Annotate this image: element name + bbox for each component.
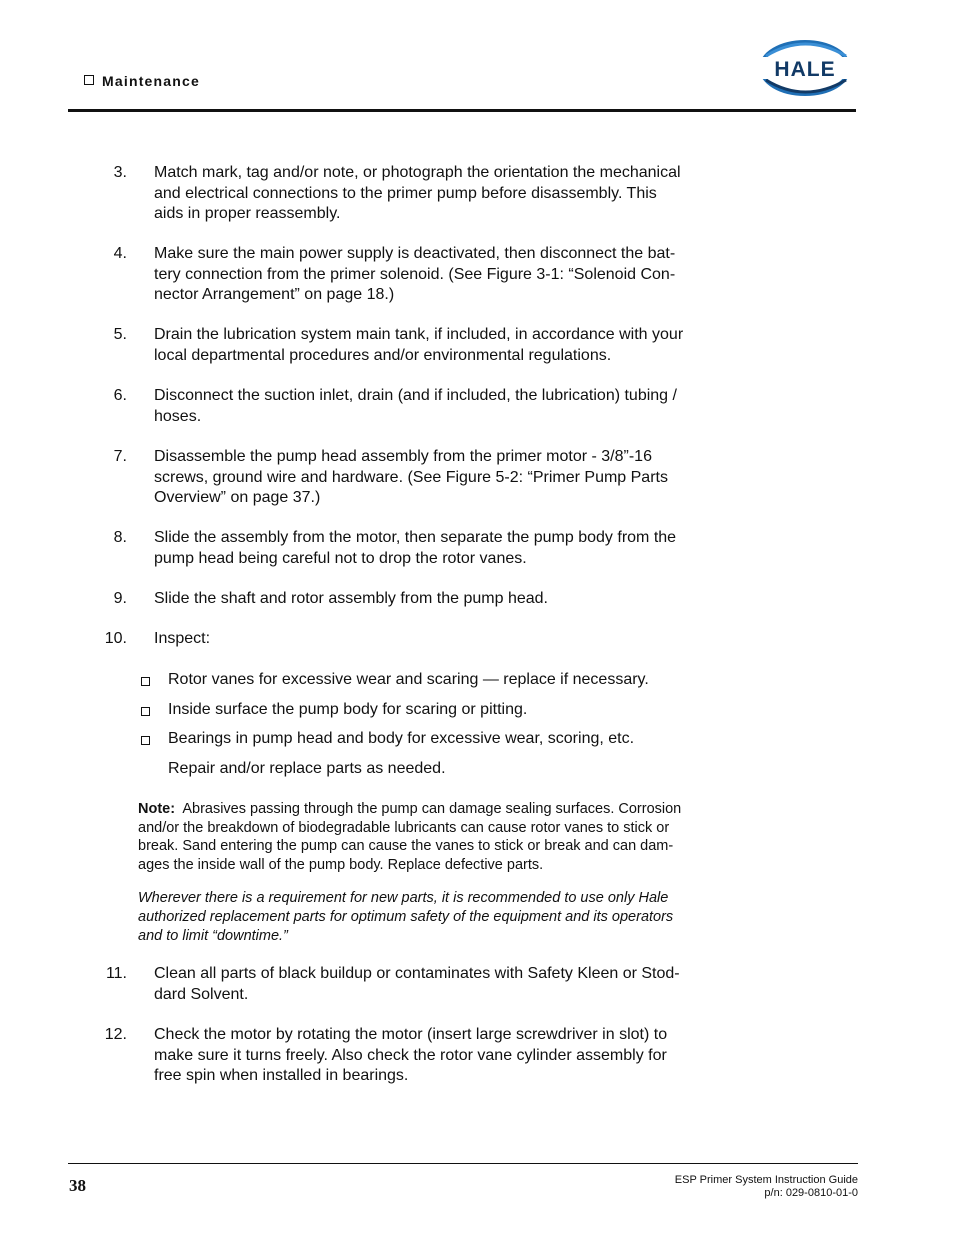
step-line: aids in proper reassembly. (154, 205, 341, 222)
footer-info (675, 1174, 858, 1200)
step-number: 9. (113, 590, 127, 607)
step-number: 3. (113, 164, 127, 181)
step-line: make sure it turns freely. Also check the rotor vane cylinder assembly for (154, 1046, 667, 1064)
step-line: Drain the lubrication system main tank, if included, in accordance with your (154, 326, 684, 343)
step-text (154, 447, 729, 509)
step-line: Overview” on page 37.) (154, 489, 321, 506)
list-item-text: Inside surface the pump body for scaring or pitting. (168, 701, 528, 718)
note-block (138, 800, 728, 874)
checkbox-bullet-icon (141, 736, 150, 745)
step-line: Make sure the main power supply is deactivated, then disconnect the bat- (154, 245, 676, 262)
step-text (154, 325, 729, 366)
note-line: ages the inside wall of the pump body. Replace defective parts. (138, 856, 544, 873)
step-line: dard Solvent. (154, 985, 249, 1003)
step-line: hoses. (154, 407, 202, 425)
step-number: 12. (104, 1026, 127, 1043)
step-line: Inspect: (154, 630, 211, 647)
hale-logo-text: HALE (774, 58, 836, 81)
note-line: and/or the breakdown of biodegradable lubricants can cause rotor vanes to stick or (138, 819, 670, 836)
section-header (84, 73, 200, 89)
note-line: Wherever there is a requirement for new parts, it is recommended to use only Hale (138, 890, 669, 906)
step-text (154, 163, 729, 225)
step-line: Disassemble the pump head assembly from the primer motor - 3/8”-16 (154, 448, 652, 465)
list-item-text: Bearings in pump head and body for excessive wear, scoring, etc. (168, 730, 635, 747)
note-line: and to limit “downtime.” (138, 928, 288, 944)
step-line: Check the motor by rotating the motor (insert large screwdriver in slot) to (154, 1026, 668, 1043)
checkbox-bullet-icon (141, 677, 150, 686)
step-text (154, 528, 729, 569)
step-line: and electrical connections to the primer pump before disassembly. This (154, 184, 657, 202)
step-line: Slide the assembly from the motor, then separate the pump body from the (154, 529, 677, 546)
step-line: pump head being careful not to drop the rotor vanes. (154, 549, 527, 567)
part-number: p/n: 029-0810-01-0 (764, 1187, 858, 1199)
step-number: 4. (113, 245, 127, 262)
step-text (154, 1025, 729, 1087)
step-number: 6. (113, 387, 127, 404)
step-line: local departmental procedures and/or environmental regulations. (154, 346, 612, 364)
header-rule (68, 109, 856, 112)
note-line: authorized replacement parts for optimum safety of the equipment and its operators (138, 909, 674, 925)
repair-text: Repair and/or replace parts as needed. (168, 760, 446, 777)
section-title: Maintenance (102, 73, 200, 89)
guide-title: ESP Primer System Instruction Guide (674, 1174, 858, 1186)
step-number: 5. (113, 326, 127, 343)
step-text (154, 244, 729, 306)
page-number: 38 (69, 1176, 86, 1195)
note-label: Note: (138, 801, 176, 817)
step-line: Slide the shaft and rotor assembly from the pump head. (154, 590, 548, 607)
hale-logo (756, 36, 854, 100)
step-number: 8. (113, 529, 127, 546)
step-line: tery connection from the primer solenoid. (See Figure 3-1: “Solenoid Con- (154, 265, 676, 283)
step-text (154, 589, 729, 610)
replacement-parts-note (138, 889, 728, 946)
step-line: Clean all parts of black buildup or contaminates with Safety Kleen or Stod- (154, 965, 680, 982)
list-item-text: Rotor vanes for excessive wear and scaring — replace if necessary. (168, 671, 649, 688)
note-line: break. Sand entering the pump can cause the vanes to stick or break and can dam- (138, 838, 674, 855)
note-text: Abrasives passing through the pump can damage sealing surfaces. Corrosion (182, 801, 682, 817)
checkbox-bullet-icon (84, 75, 94, 85)
step-text (154, 386, 729, 427)
note-line (138, 800, 728, 819)
step-line: screws, ground wire and hardware. (See Figure 5-2: “Primer Pump Parts (154, 468, 668, 486)
step-text (154, 964, 729, 1005)
step-line: Match mark, tag and/or note, or photograph the orientation the mechanical (154, 164, 681, 181)
checkbox-bullet-icon (141, 707, 150, 716)
step-line: nector Arrangement” on page 18.) (154, 286, 395, 303)
step-text (154, 629, 729, 650)
step-line: Disconnect the suction inlet, drain (and if included, the lubrication) tubing / (154, 387, 677, 404)
footer-rule (68, 1163, 858, 1164)
step-number: 7. (113, 448, 127, 465)
step-number: 11. (105, 965, 127, 982)
step-number: 10. (104, 630, 127, 647)
step-line: free spin when installed in bearings. (154, 1067, 409, 1084)
